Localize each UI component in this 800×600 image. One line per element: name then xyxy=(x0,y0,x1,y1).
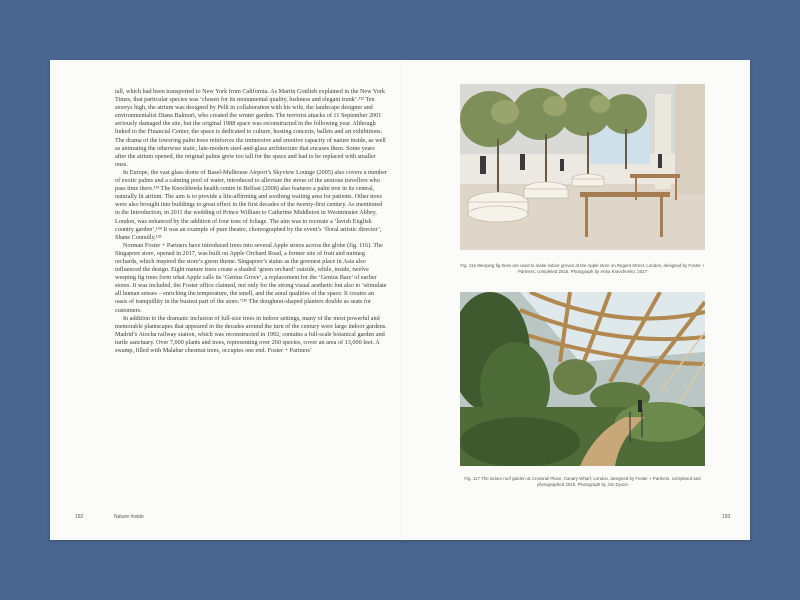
left-page-number: 192 xyxy=(75,514,84,520)
book-spread xyxy=(50,60,750,540)
body-paragraph-1: tall, which had been transported to New York from California. As Martin Gottlieb explained in the New York Times, that particular species was ‘chosen for its monumental quality, lushness and elegant trunk’.¹³² Ten storeys high, the atrium was designed by Pelli in collaboration with his wife, the landscape designer and environmentalist Diana Balmori, who created the winter garden. The terrorist attacks of 11 September 2001 seriously damaged the site, but the original 1988 space was reconstructed in the following year. Although linked to the Financial Center, the space is dedicated to culture, hosting concerts, ballets and art exhibitions. The drama of the towering palm trees reinforces the immersive and emotive capacity of nature inside, as well as animating the otherwise static, late-modern steel-and-glass architecture that encases them. Some years after the atrium opened, the original palms grew too tall for the space and had to be replaced with smaller ones. xyxy=(115,88,386,168)
apple-store-interior-illustration xyxy=(460,84,705,250)
body-text-column xyxy=(115,88,387,355)
figure-117-photo xyxy=(460,292,705,466)
running-head: Nature Inside xyxy=(114,514,144,520)
body-paragraph-3: Norman Foster + Partners have introduced trees into several Apple stores across the globe (fig. 116). The Singapore store, opened in 2017, was built on Apple Orchard Road, a former site of fruit and nutmeg orchards, which inspired the store’s green theme. Singapore’s status as the greenest place in Asia also influenced the design. Eight mature trees create a shaded ‘green orchard’ outside, while, inside, twelve weeping fig trees form what Apple calls its ‘Genius Grove’, a replacement for the ‘Genius Bars’ of earlier stores. It was included, the Foster office claimed, not only for the strong visual aesthetic but also to ‘stimulate all human senses – enriching the temperature, the smell, and the aural qualities of the space. It creates an oasis of tranquillity in the busiest part of the store.’¹³⁶ The doughnut-shaped planters double as seats for customers. xyxy=(115,241,387,314)
right-page-number: 193 xyxy=(722,514,731,520)
body-paragraph-2: In Europe, the vast glass dome of Basel-Mulhouse Airport’s Skyview Lounge (2005) also covers a number of exotic palms and a calming pool of water, introduced to alleviate the stress of the anxious travellers who pass time there.¹³³ The Knockbreda health centre in Belfast (2008) also features a palm tree in its central, naturally lit atrium. The aim is to provide a life-affirming and soothing waiting area for patients. Other trees were also brought into buildings to great effect in the first decades of the twenty-first century. As mentioned in the Introduction, in 2011 the wedding of Prince William to Catherine Middleton in Westminster Abbey, London, was enhanced by the addition of four tons of foliage. The aim was to recreate a ‘lavish English country garden’,¹³⁴ It was an example of pure theatre, choreographed by the event’s ‘floral artistic director’, Shane Connolly.¹³⁵ xyxy=(115,168,387,241)
gutter-shadow xyxy=(400,60,401,540)
figure-116-photo xyxy=(460,84,705,250)
roof-garden-illustration xyxy=(460,292,705,466)
figure-117-caption: Fig. 117 The indoor roof garden at Crossrail Place, Canary Wharf, London, designed by Foster + Partners, completed and photographed 2015. Photograph by Jim Dyson xyxy=(464,476,701,488)
figure-116-caption: Fig. 116 Weeping fig trees are used to make indoor groves at the Apple store on Regent Street, London, designed by Foster + Partners, completed 2016. Photograph by Anna Kravchenko, 2017 xyxy=(460,263,705,275)
body-paragraph-4: In addition to the dramatic inclusion of full-size trees in indoor settings, many of the most powerful and memorable plantscapes that appeared in the decades around the turn of the century were large indoor gardens. Madrid’s Atocha railway station, which was reconstructed in 1992, contains a full-scale botanical garden and turtle sanctuary. Over 7,000 plants and trees, representing over 260 species, cover an area of 13,000 feet. A swamp, filled with Malabar chestnut trees, occupies one end. Foster + Partners’ xyxy=(115,314,387,354)
